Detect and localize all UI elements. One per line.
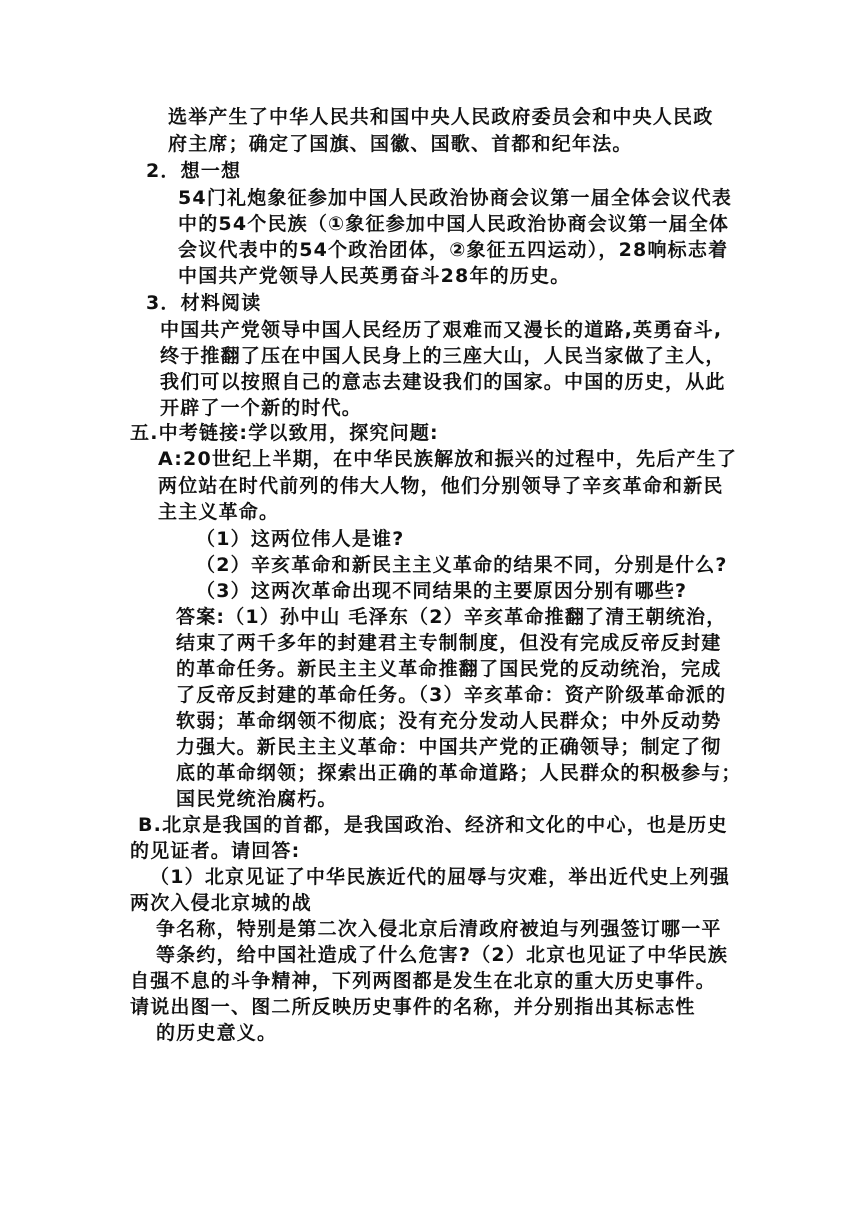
text-line: 选举产生了中华人民共和国中央人民政府委员会和中央人民政 (168, 106, 714, 128)
section-heading: 2．想一想 (146, 160, 242, 182)
text-line: 我们可以按照自己的意志去建设我们的国家。中国的历史，从此 (160, 371, 726, 393)
text-line: 终于推翻了压在中国人民身上的三座大山，人民当家做了主人， (160, 345, 726, 367)
text-line: 等条约，给中国社造成了什么危害?（2）北京也见证了中华民族 (156, 944, 729, 966)
text-line: 54门礼炮象征参加中国人民政治协商会议第一届全体会议代表 (178, 187, 733, 209)
text-line: 自强不息的斗争精神，下列两图都是发生在北京的重大历史事件。 (130, 970, 716, 992)
section-heading: 五.中考链接:学以致用，探究问题: (130, 422, 439, 444)
text-line: 会议代表中的54个政治团体，②象征五四运动），28响标志着 (178, 239, 729, 261)
answer-line: 底的革命纲领；探索出正确的革命道路；人民群众的积极参与； (176, 762, 742, 784)
answer-line: 了反帝反封建的革命任务。（3）辛亥革命：资产阶级革命派的 (176, 684, 727, 706)
answer-line: 答案:（1）孙中山 毛泽东（2）辛亥革命推翻了清王朝统治， (176, 606, 727, 628)
text-line: 的历史意义。 (156, 1022, 278, 1044)
text-line: A:20世纪上半期，在中华民族解放和振兴的过程中，先后产生了 (158, 448, 738, 470)
text-line: 争名称，特别是第二次入侵北京后清政府被迫与列强签订哪一平 (156, 918, 722, 940)
answer-line: 软弱；革命纲领不彻底；没有充分发动人民群众；中外反动势 (176, 710, 722, 732)
text-line: 的见证者。请回答: (130, 840, 301, 862)
text-line: 中国共产党领导人民英勇奋斗28年的历史。 (178, 265, 571, 287)
answer-line: 国民党统治腐朽。 (176, 788, 338, 810)
text-line: 府主席；确定了国旗、国徽、国歌、首都和纪年法。 (168, 133, 633, 155)
text-line: 请说出图一、图二所反映历史事件的名称，并分别指出其标志性 (130, 996, 696, 1018)
text-line: B.北京是我国的首都，是我国政治、经济和文化的中心，也是历史 (138, 814, 728, 836)
text-line: 主主义革命。 (158, 501, 280, 523)
text-line: 两次入侵北京城的战 (130, 892, 312, 914)
answer-line: 力强大。新民主主义革命：中国共产党的正确领导；制定了彻 (176, 736, 722, 758)
answer-line: 结束了两千多年的封建君主专制制度，但没有完成反帝反封建 (176, 632, 722, 654)
section-heading: 3．材料阅读 (146, 292, 262, 314)
question-item: （2）辛亥革命和新民主主义革命的结果不同，分别是什么? (196, 554, 728, 576)
question-item: （3）这两次革命出现不同结果的主要原因分别有哪些? (196, 580, 688, 602)
text-line: 两位站在时代前列的伟大人物，他们分别领导了辛亥革命和新民 (158, 475, 724, 497)
text-line: 开辟了一个新的时代。 (160, 397, 363, 419)
text-line: 中的54个民族（①象征参加中国人民政治协商会议第一届全体 (178, 213, 730, 235)
text-line: 中国共产党领导中国人民经历了艰难而又漫长的道路,英勇奋斗, (160, 319, 723, 341)
question-item: （1）这两位伟人是谁? (196, 528, 405, 550)
answer-line: 的革命任务。新民主主义革命推翻了国民党的反动统治，完成 (176, 658, 722, 680)
text-line: （1）北京见证了中华民族近代的屈辱与灾难，举出近代史上列强 (150, 866, 731, 888)
